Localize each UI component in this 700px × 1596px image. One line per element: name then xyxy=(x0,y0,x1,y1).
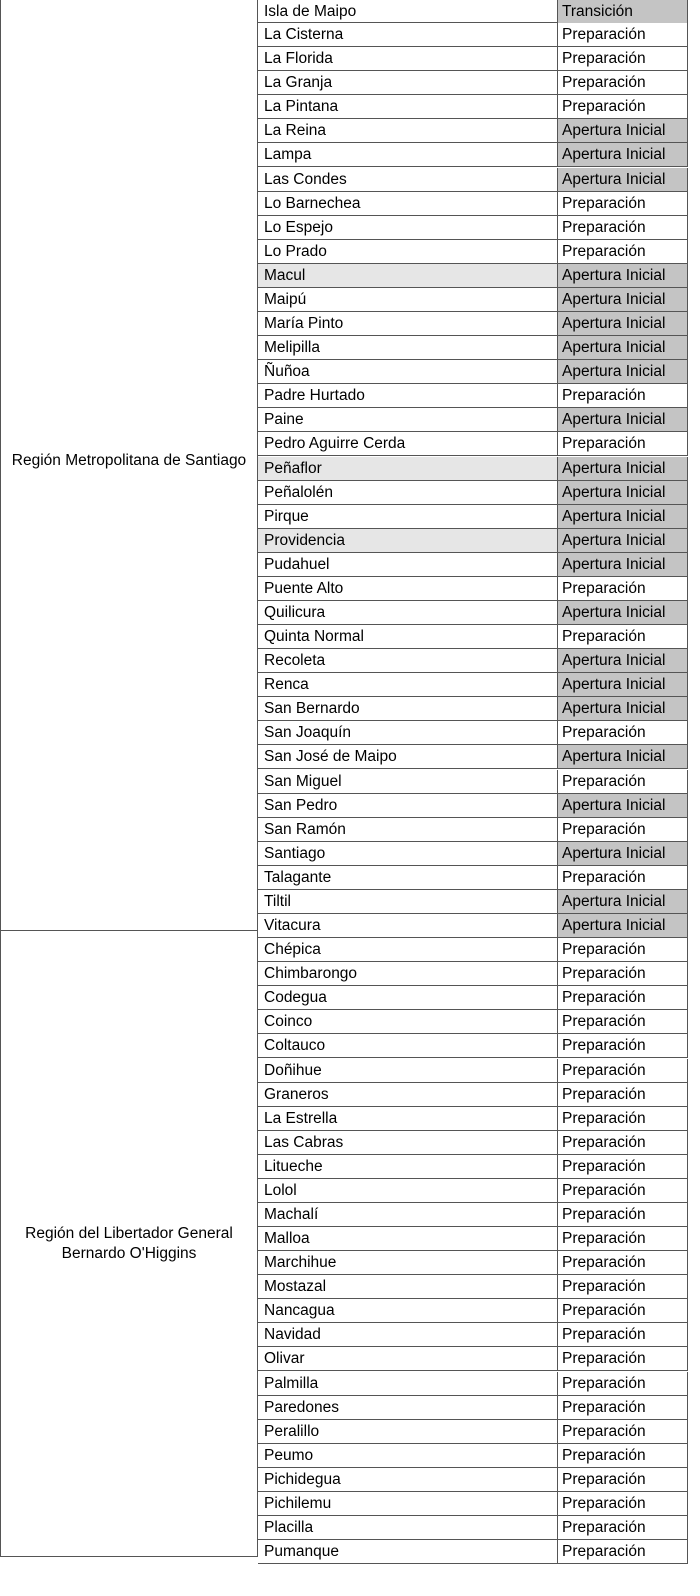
fase-cell: Preparación xyxy=(558,721,688,744)
region-name: Región Metropolitana de Santiago xyxy=(11,452,247,469)
comuna-cell: Recoleta xyxy=(258,649,558,672)
comuna-cell: Placilla xyxy=(258,1516,558,1539)
comuna-cell: Lo Barnechea xyxy=(258,192,558,215)
comuna-cell: Tiltil xyxy=(258,890,558,913)
region-cell xyxy=(0,931,258,1557)
table-row xyxy=(258,818,688,842)
comuna-cell: Talagante xyxy=(258,866,558,889)
comuna-cell: Las Condes xyxy=(258,168,558,191)
fase-cell: Preparación xyxy=(558,1251,688,1274)
table-row xyxy=(258,577,688,601)
comuna-cell: Marchihue xyxy=(258,1251,558,1274)
fase-cell: Preparación xyxy=(558,1010,688,1033)
table-row xyxy=(258,1420,688,1444)
fase-cell: Preparación xyxy=(558,1155,688,1178)
comuna-cell: Litueche xyxy=(258,1155,558,1178)
table-row xyxy=(258,71,688,95)
table-row xyxy=(258,890,688,914)
comuna-cell: San Ramón xyxy=(258,818,558,841)
comuna-cell: Renca xyxy=(258,673,558,696)
table-row xyxy=(258,745,688,769)
region-name: Región del Libertador General Bernardo O'Higgins xyxy=(25,1224,233,1262)
table-row xyxy=(258,601,688,625)
comuna-cell: San José de Maipo xyxy=(258,745,558,768)
table-row xyxy=(258,481,688,505)
region-cell xyxy=(0,0,258,931)
table-row xyxy=(258,312,688,336)
comuna-cell: Machalí xyxy=(258,1203,558,1226)
table-row xyxy=(258,914,688,938)
comuna-cell: La Estrella xyxy=(258,1107,558,1130)
fase-cell: Preparación xyxy=(558,216,688,239)
comuna-cell: Lolol xyxy=(258,1179,558,1202)
comuna-cell: San Miguel xyxy=(258,770,558,793)
comuna-cell: Graneros xyxy=(258,1083,558,1106)
table-row xyxy=(258,1516,688,1540)
table-row xyxy=(258,1468,688,1492)
fase-cell: Apertura Inicial xyxy=(558,408,688,431)
fase-cell: Preparación xyxy=(558,192,688,215)
table-row xyxy=(258,1444,688,1468)
comuna-cell: Pichidegua xyxy=(258,1468,558,1491)
comuna-cell: Quilicura xyxy=(258,601,558,624)
comuna-cell: Vitacura xyxy=(258,914,558,937)
table-row xyxy=(258,1059,688,1083)
fase-cell: Preparación xyxy=(558,1083,688,1106)
fase-cell: Preparación xyxy=(558,1444,688,1467)
fase-cell: Apertura Inicial xyxy=(558,143,688,166)
fase-cell: Preparación xyxy=(558,866,688,889)
table-row xyxy=(258,1492,688,1516)
fase-cell: Preparación xyxy=(558,384,688,407)
fase-cell: Apertura Inicial xyxy=(558,745,688,768)
comuna-cell: Pedro Aguirre Cerda xyxy=(258,432,558,455)
fase-cell: Preparación xyxy=(558,1396,688,1419)
fase-cell: Preparación xyxy=(558,23,688,46)
fase-cell: Preparación xyxy=(558,770,688,793)
table-row xyxy=(258,216,688,240)
comuna-cell: Providencia xyxy=(258,529,558,552)
fase-cell: Preparación xyxy=(558,95,688,118)
table-row xyxy=(258,1540,688,1564)
table-row xyxy=(258,1347,688,1371)
comuna-cell: Pirque xyxy=(258,505,558,528)
fase-cell: Apertura Inicial xyxy=(558,529,688,552)
comuna-cell: Olivar xyxy=(258,1347,558,1370)
fase-cell: Apertura Inicial xyxy=(558,890,688,913)
table-row xyxy=(258,360,688,384)
comuna-cell: Chimbarongo xyxy=(258,962,558,985)
comuna-cell: Puente Alto xyxy=(258,577,558,600)
comuna-cell: La Pintana xyxy=(258,95,558,118)
comuna-cell: La Reina xyxy=(258,119,558,142)
comuna-cell: San Bernardo xyxy=(258,697,558,720)
table-row xyxy=(258,1299,688,1323)
comuna-cell: Paine xyxy=(258,408,558,431)
fase-cell: Preparación xyxy=(558,71,688,94)
table-row xyxy=(258,1251,688,1275)
comuna-cell: Lo Espejo xyxy=(258,216,558,239)
fase-cell: Preparación xyxy=(558,1034,688,1057)
comuna-cell: Codegua xyxy=(258,986,558,1009)
table-row xyxy=(258,240,688,264)
table-row xyxy=(258,264,688,288)
fase-cell: Apertura Inicial xyxy=(558,119,688,142)
fase-cell: Apertura Inicial xyxy=(558,553,688,576)
comuna-cell: Peñalolén xyxy=(258,481,558,504)
fase-cell: Preparación xyxy=(558,47,688,70)
comuna-cell: Pumanque xyxy=(258,1540,558,1563)
fase-cell: Preparación xyxy=(558,962,688,985)
table-row xyxy=(258,384,688,408)
comuna-cell: Isla de Maipo xyxy=(258,0,558,23)
table-row xyxy=(258,457,688,481)
comuna-cell: Mostazal xyxy=(258,1275,558,1298)
comuna-cell: Pudahuel xyxy=(258,553,558,576)
comuna-cell: Padre Hurtado xyxy=(258,384,558,407)
comuna-cell: Peñaflor xyxy=(258,457,558,480)
table-row xyxy=(258,842,688,866)
table-row xyxy=(258,794,688,818)
comuna-cell: Santiago xyxy=(258,842,558,865)
table-row xyxy=(258,962,688,986)
fase-cell: Preparación xyxy=(558,1275,688,1298)
comuna-cell: Chépica xyxy=(258,938,558,961)
fase-cell: Preparación xyxy=(558,625,688,648)
table-row xyxy=(258,721,688,745)
table-row xyxy=(258,168,688,192)
comuna-cell: Palmilla xyxy=(258,1372,558,1395)
comuna-cell: La Florida xyxy=(258,47,558,70)
table-row xyxy=(258,0,688,23)
table-row xyxy=(258,336,688,360)
fase-cell: Preparación xyxy=(558,1347,688,1370)
table-row xyxy=(258,1372,688,1396)
fase-cell: Preparación xyxy=(558,240,688,263)
fase-cell: Preparación xyxy=(558,1131,688,1154)
table-row xyxy=(258,770,688,794)
fase-cell: Preparación xyxy=(558,1372,688,1395)
fase-cell: Apertura Inicial xyxy=(558,360,688,383)
fase-cell: Preparación xyxy=(558,1059,688,1082)
fase-cell: Apertura Inicial xyxy=(558,673,688,696)
comuna-cell: Doñihue xyxy=(258,1059,558,1082)
fase-cell: Preparación xyxy=(558,1540,688,1563)
table-row xyxy=(258,1131,688,1155)
table-row xyxy=(258,1323,688,1347)
table-row xyxy=(258,625,688,649)
fase-cell: Apertura Inicial xyxy=(558,336,688,359)
table-row xyxy=(258,986,688,1010)
comuna-cell: Coinco xyxy=(258,1010,558,1033)
fase-cell: Apertura Inicial xyxy=(558,842,688,865)
table-row xyxy=(258,1083,688,1107)
comuna-cell: Melipilla xyxy=(258,336,558,359)
comuna-cell: La Cisterna xyxy=(258,23,558,46)
fase-cell: Apertura Inicial xyxy=(558,914,688,937)
fase-cell: Preparación xyxy=(558,577,688,600)
table-row xyxy=(258,143,688,167)
fase-cell: Apertura Inicial xyxy=(558,505,688,528)
table-row xyxy=(258,529,688,553)
fase-cell: Apertura Inicial xyxy=(558,312,688,335)
fase-cell: Apertura Inicial xyxy=(558,481,688,504)
table-row xyxy=(258,1203,688,1227)
fase-cell: Preparación xyxy=(558,818,688,841)
comuna-cell: San Pedro xyxy=(258,794,558,817)
table-row xyxy=(258,119,688,143)
table-row xyxy=(258,697,688,721)
fase-cell: Apertura Inicial xyxy=(558,457,688,480)
table-row xyxy=(258,1010,688,1034)
table-row xyxy=(258,553,688,577)
fase-cell: Preparación xyxy=(558,1179,688,1202)
comuna-cell: Peralillo xyxy=(258,1420,558,1443)
table-row xyxy=(258,192,688,216)
comuna-cell: Quinta Normal xyxy=(258,625,558,648)
comuna-cell: Malloa xyxy=(258,1227,558,1250)
fase-cell: Preparación xyxy=(558,1203,688,1226)
comuna-cell: San Joaquín xyxy=(258,721,558,744)
table-row xyxy=(258,938,688,962)
table-row xyxy=(258,505,688,529)
table-row xyxy=(258,1275,688,1299)
fase-cell: Preparación xyxy=(558,432,688,455)
table-row xyxy=(258,1107,688,1131)
comuna-cell: La Granja xyxy=(258,71,558,94)
comuna-cell: Macul xyxy=(258,264,558,287)
fase-cell: Apertura Inicial xyxy=(558,288,688,311)
table-row xyxy=(258,1155,688,1179)
table-row xyxy=(258,649,688,673)
table-row xyxy=(258,432,688,456)
comuna-cell: Navidad xyxy=(258,1323,558,1346)
table-row xyxy=(258,95,688,119)
fase-cell: Preparación xyxy=(558,1516,688,1539)
table-row xyxy=(258,1227,688,1251)
fase-cell: Preparación xyxy=(558,1420,688,1443)
comuna-cell: Peumo xyxy=(258,1444,558,1467)
fase-cell: Apertura Inicial xyxy=(558,168,688,191)
fase-cell: Apertura Inicial xyxy=(558,601,688,624)
table-row xyxy=(258,47,688,71)
comuna-cell: Paredones xyxy=(258,1396,558,1419)
comuna-cell: Lampa xyxy=(258,143,558,166)
fase-cell: Apertura Inicial xyxy=(558,794,688,817)
comuna-cell: Ñuñoa xyxy=(258,360,558,383)
fase-cell: Apertura Inicial xyxy=(558,649,688,672)
comuna-cell: Pichilemu xyxy=(258,1492,558,1515)
fase-cell: Apertura Inicial xyxy=(558,264,688,287)
table-row xyxy=(258,288,688,312)
fase-cell: Preparación xyxy=(558,938,688,961)
comuna-cell: Coltauco xyxy=(258,1034,558,1057)
fase-cell: Preparación xyxy=(558,1323,688,1346)
comuna-cell: Maipú xyxy=(258,288,558,311)
fase-cell: Transición xyxy=(558,0,688,23)
fase-cell: Preparación xyxy=(558,986,688,1009)
comuna-cell: María Pinto xyxy=(258,312,558,335)
table-row xyxy=(258,23,688,47)
table-row xyxy=(258,866,688,890)
table-row xyxy=(258,1396,688,1420)
fase-cell: Preparación xyxy=(558,1227,688,1250)
table-row xyxy=(258,408,688,432)
comuna-cell: Lo Prado xyxy=(258,240,558,263)
fase-cell: Preparación xyxy=(558,1107,688,1130)
fase-cell: Preparación xyxy=(558,1492,688,1515)
table-row xyxy=(258,1034,688,1058)
comuna-cell: Las Cabras xyxy=(258,1131,558,1154)
fase-cell: Preparación xyxy=(558,1299,688,1322)
fase-cell: Apertura Inicial xyxy=(558,697,688,720)
fase-cell: Preparación xyxy=(558,1468,688,1491)
comuna-cell: Nancagua xyxy=(258,1299,558,1322)
table-row xyxy=(258,673,688,697)
table-row xyxy=(258,1179,688,1203)
